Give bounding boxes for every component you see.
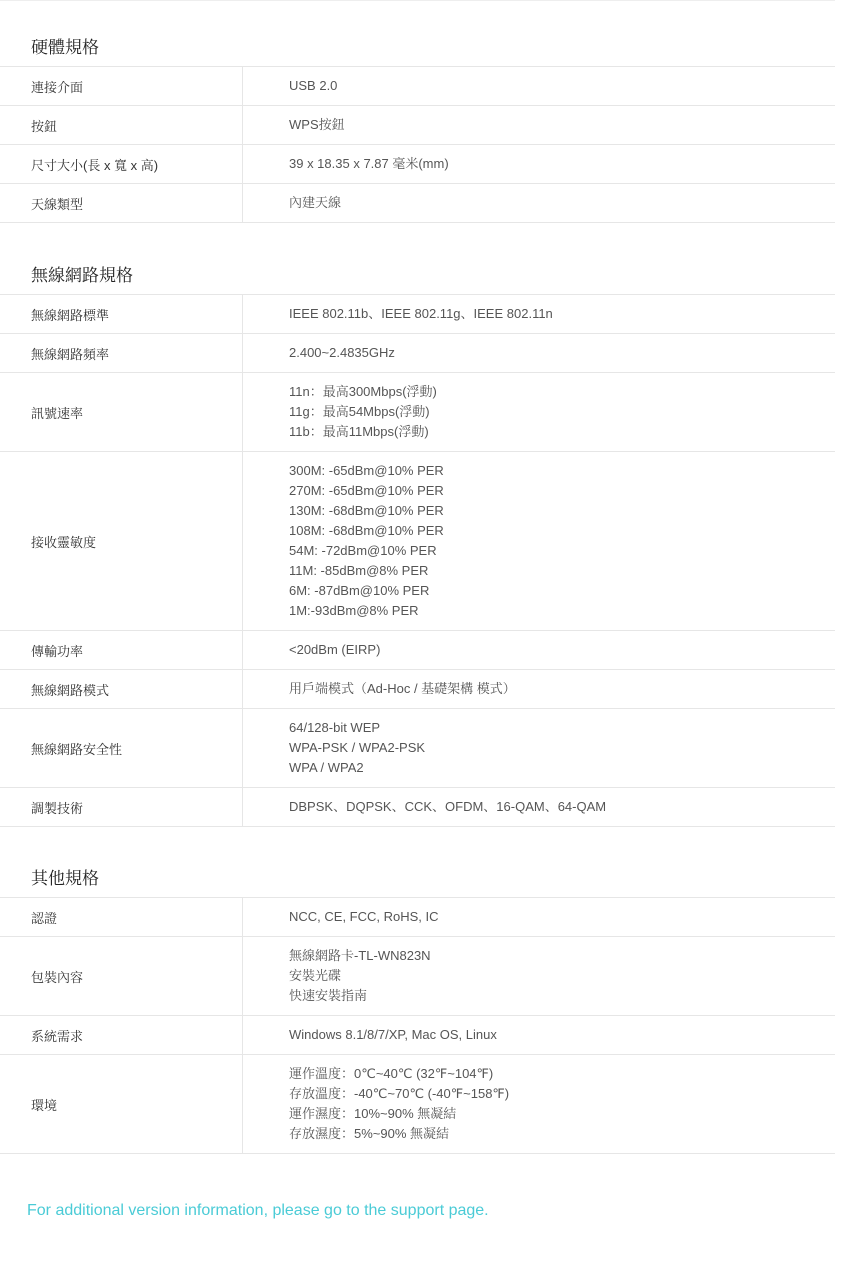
spec-value — [243, 106, 835, 144]
section-title: 硬體規格 — [0, 29, 835, 67]
spec-value — [243, 670, 835, 708]
spec-label: 無線網路標準 — [0, 295, 243, 333]
spec-value — [243, 631, 835, 669]
spec-label: 無線網路安全性 — [0, 709, 243, 787]
spec-line: 6M: -87dBm@10% PER — [289, 583, 430, 598]
spec-line: 11M: -85dBm@8% PER — [289, 563, 429, 578]
spec-value — [243, 67, 835, 105]
spec-line: 存放濕度：5%~90% 無凝結 — [289, 1126, 450, 1141]
spec-row — [0, 106, 835, 145]
spec-line: USB 2.0 — [289, 78, 338, 93]
spec-line: 運作濕度：10%~90% 無凝結 — [289, 1106, 457, 1121]
spec-label: 訊號速率 — [0, 373, 243, 451]
spec-value — [243, 788, 835, 826]
spec-row — [0, 67, 835, 106]
spec-line: Windows 8.1/8/7/XP, Mac OS, Linux — [289, 1027, 497, 1042]
spec-row — [0, 937, 835, 1016]
section-hardware — [0, 29, 835, 223]
spec-value — [243, 1016, 835, 1054]
spec-value — [243, 334, 835, 372]
spec-value — [243, 373, 835, 451]
spec-label: 接收靈敏度 — [0, 452, 243, 630]
spec-label: 無線網路模式 — [0, 670, 243, 708]
spec-label: 天線類型 — [0, 184, 243, 222]
spec-value — [243, 898, 835, 936]
section-title: 無線網路規格 — [0, 257, 835, 295]
spec-row — [0, 1016, 835, 1055]
spec-line: 39 x 18.35 x 7.87 毫米(mm) — [289, 156, 449, 171]
spec-line: WPA / WPA2 — [289, 760, 364, 775]
spec-row — [0, 631, 835, 670]
spec-row — [0, 898, 835, 937]
spec-value — [243, 1055, 835, 1153]
spec-line: 130M: -68dBm@10% PER — [289, 503, 444, 518]
spec-line: 運作溫度：0℃~40℃ (32℉~104℉) — [289, 1066, 494, 1081]
spec-line: 內建天線 — [289, 195, 342, 210]
spec-row — [0, 373, 835, 452]
spec-row — [0, 295, 835, 334]
spec-line: 存放溫度：-40℃~70℃ (-40℉~158℉) — [289, 1086, 510, 1101]
spec-line: 11b：最高11Mbps(浮動) — [289, 424, 429, 439]
section-title: 其他規格 — [0, 860, 835, 898]
spec-value — [243, 452, 835, 630]
spec-label: 無線網路頻率 — [0, 334, 243, 372]
spec-label: 傳輸功率 — [0, 631, 243, 669]
spec-line: IEEE 802.11b、IEEE 802.11g、IEEE 802.11n — [289, 306, 553, 321]
spec-line: 安裝光碟 — [289, 968, 342, 983]
spec-row — [0, 452, 835, 631]
spec-value — [243, 937, 835, 1015]
spec-row — [0, 670, 835, 709]
spec-line: WPA-PSK / WPA2-PSK — [289, 740, 426, 755]
spec-line: 用戶端模式（Ad-Hoc / 基礎架構 模式） — [289, 681, 516, 696]
spec-label: 包裝內容 — [0, 937, 243, 1015]
spec-label: 按鈕 — [0, 106, 243, 144]
spec-line: 2.400~2.4835GHz — [289, 345, 395, 360]
spec-line: 無線網路卡-TL-WN823N — [289, 948, 431, 963]
spec-value — [243, 295, 835, 333]
spec-label: 認證 — [0, 898, 243, 936]
spec-line: 快速安裝指南 — [289, 988, 368, 1003]
spec-row — [0, 788, 835, 827]
spec-line: 54M: -72dBm@10% PER — [289, 543, 437, 558]
spec-line: NCC, CE, FCC, RoHS, IC — [289, 909, 439, 924]
section-wireless — [0, 257, 835, 827]
spec-line: 300M: -65dBm@10% PER — [289, 463, 444, 478]
spec-line: 1M:-93dBm@8% PER — [289, 603, 419, 618]
spec-line: 11n：最高300Mbps(浮動) — [289, 384, 437, 399]
spec-value — [243, 184, 835, 222]
spec-row — [0, 184, 835, 223]
spec-value — [243, 709, 835, 787]
support-page-link[interactable]: For additional version information, please go to the support page. — [27, 1202, 489, 1219]
spec-line: <20dBm (EIRP) — [289, 642, 381, 657]
spec-label: 系統需求 — [0, 1016, 243, 1054]
spec-line: WPS按鈕 — [289, 117, 345, 132]
spec-row — [0, 145, 835, 184]
spec-line: 108M: -68dBm@10% PER — [289, 523, 444, 538]
spec-label: 調製技術 — [0, 788, 243, 826]
spec-value — [243, 145, 835, 183]
section-other — [0, 860, 835, 1154]
spec-line: 11g：最高54Mbps(浮動) — [289, 404, 430, 419]
spec-row — [0, 1055, 835, 1154]
top-divider — [0, 0, 835, 1]
spec-row — [0, 709, 835, 788]
spec-line: 270M: -65dBm@10% PER — [289, 483, 444, 498]
spec-line: DBPSK、DQPSK、CCK、OFDM、16-QAM、64-QAM — [289, 799, 607, 814]
spec-line: 64/128-bit WEP — [289, 720, 381, 735]
spec-label: 連接介面 — [0, 67, 243, 105]
spec-label: 環境 — [0, 1055, 243, 1153]
spec-label: 尺寸大小(長 x 寬 x 高) — [0, 145, 243, 183]
spec-row — [0, 334, 835, 373]
